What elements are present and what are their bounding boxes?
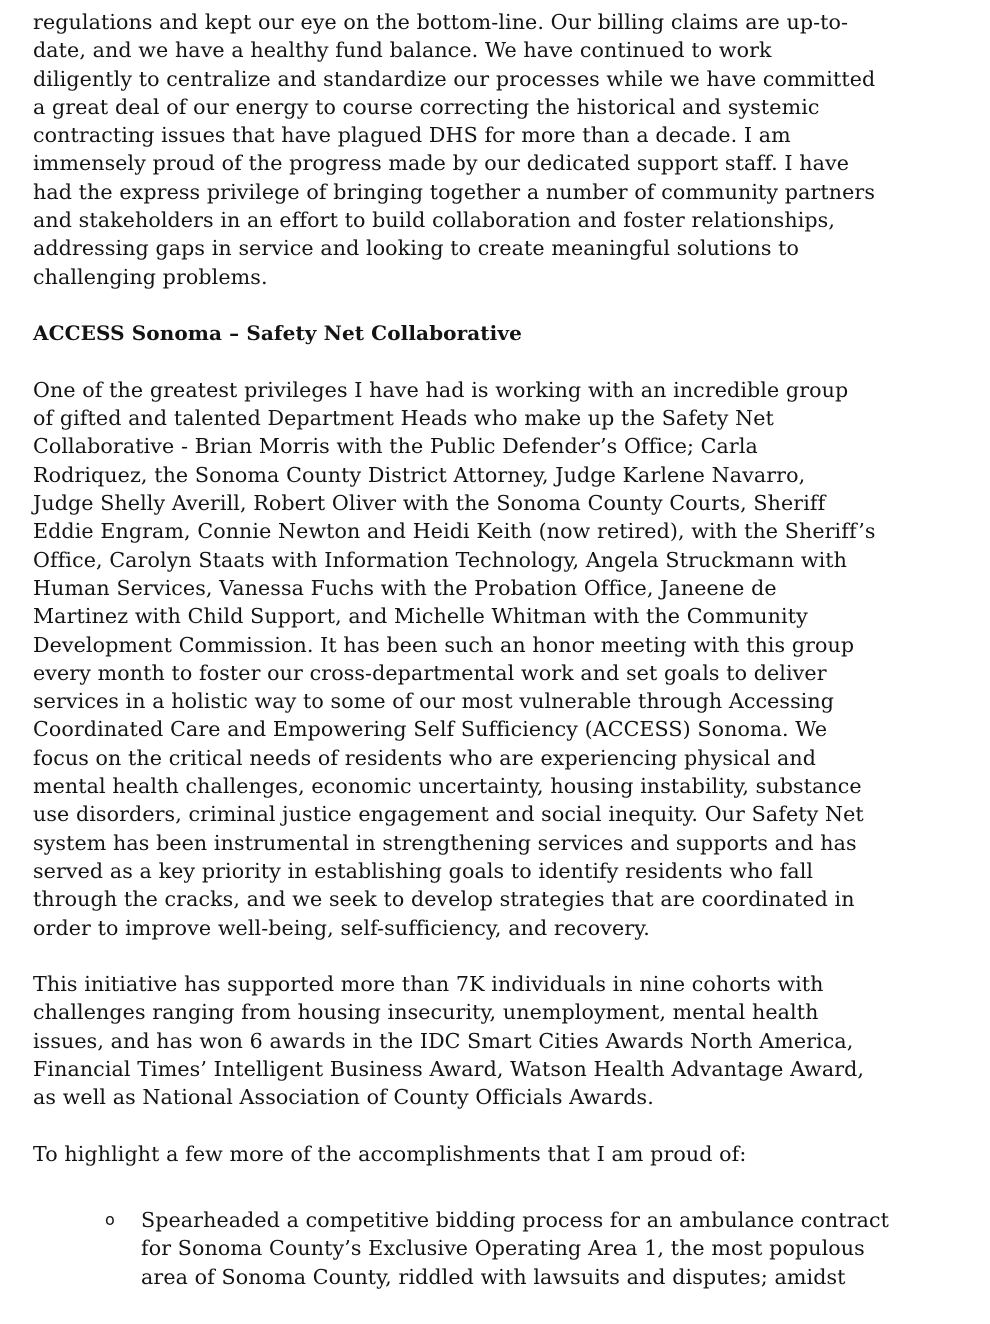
paragraph-spacer (33, 348, 973, 376)
text-line: area of Sonoma County, riddled with lawsuits and disputes; amidst (141, 1264, 846, 1289)
text-line: addressing gaps in service and looking to create meaningful solutions to (33, 236, 800, 261)
paragraph-spacer (33, 1168, 973, 1206)
text-line: Office, Carolyn Staats with Information Technology, Angela Struckmann with (33, 547, 847, 572)
text-line: This initiative has supported more than 7K individuals in nine cohorts with (33, 972, 824, 997)
text-line: Coordinated Care and Empowering Self Sufficiency (ACCESS) Sonoma. We (33, 717, 828, 742)
text-line: Collaborative - Brian Morris with the Public Defender’s Office; Carla (33, 434, 758, 459)
text-line: Martinez with Child Support, and Michelle Whitman with the Community (33, 604, 808, 629)
text-line: challenging problems. (33, 264, 268, 289)
text-line: had the express privilege of bringing together a number of community partners (33, 179, 876, 204)
text-line: Rodriquez, the Sonoma County District Attorney, Judge Karlene Navarro, (33, 462, 806, 487)
list-item (33, 1206, 973, 1291)
text-line: Financial Times’ Intelligent Business Award, Watson Health Advantage Award, (33, 1056, 865, 1081)
bullet-marker: o (105, 1210, 115, 1230)
text-line: mental health challenges, economic uncertainty, housing instability, substance (33, 774, 862, 799)
text-line: Eddie Engram, Connie Newton and Heidi Keith (now retired), with the Sheriff’s (33, 519, 876, 544)
text-line: immensely proud of the progress made by our dedicated support staff. I have (33, 151, 850, 176)
text-line: Judge Shelly Averill, Robert Oliver with the Sonoma County Courts, Sheriff (33, 491, 826, 516)
text-line: of gifted and talented Department Heads who make up the Safety Net (33, 406, 774, 431)
paragraph-spacer (33, 291, 973, 319)
text-line: challenges ranging from housing insecurity, unemployment, mental health (33, 1000, 819, 1025)
text-line: diligently to centralize and standardize our processes while we have committed (33, 66, 876, 91)
text-line: Development Commission. It has been such an honor meeting with this group (33, 632, 855, 657)
text-line: issues, and has won 6 awards in the IDC Smart Cities Awards North America, (33, 1028, 854, 1053)
highlight-intro: To highlight a few more of the accomplishments that I am proud of: (33, 1141, 747, 1166)
section-heading: ACCESS Sonoma – Safety Net Collaborative (33, 321, 522, 346)
text-line: One of the greatest privileges I have had is working with an incredible group (33, 377, 849, 402)
document-page (33, 8, 973, 1291)
paragraph-spacer (33, 1112, 973, 1140)
text-line: regulations and kept our eye on the bottom-line. Our billing claims are up-to- (33, 10, 849, 34)
text-line: as well as National Association of County Officials Awards. (33, 1085, 654, 1110)
text-line: use disorders, criminal justice engagement and social inequity. Our Safety Net (33, 802, 864, 827)
text-line: Human Services, Vanessa Fuchs with the Probation Office, Janeene de (33, 575, 777, 600)
text-line: services in a holistic way to some of our most vulnerable through Accessing (33, 689, 835, 714)
text-line: order to improve well-being, self-sufficiency, and recovery. (33, 915, 650, 940)
initiative-paragraph (33, 970, 973, 1111)
text-line: Spearheaded a competitive bidding process for an ambulance contract (141, 1208, 889, 1233)
text-line: every month to foster our cross-departmental work and set goals to deliver (33, 660, 827, 685)
text-line: contracting issues that have plagued DHS for more than a decade. I am (33, 123, 791, 148)
text-line: date, and we have a healthy fund balance. We have continued to work (33, 38, 772, 63)
text-line: and stakeholders in an effort to build collaboration and foster relationships, (33, 208, 835, 233)
text-line: focus on the critical needs of residents who are experiencing physical and (33, 745, 817, 770)
collaborative-paragraph (33, 376, 973, 942)
text-line: system has been instrumental in strengthening services and supports and has (33, 830, 857, 855)
text-line: served as a key priority in establishing goals to identify residents who fall (33, 858, 814, 883)
text-line: a great deal of our energy to course correcting the historical and systemic (33, 94, 820, 119)
accomplishments-list (33, 1206, 973, 1291)
paragraph-spacer (33, 942, 973, 970)
text-line: through the cracks, and we seek to develop strategies that are coordinated in (33, 887, 855, 912)
intro-paragraph (33, 8, 973, 291)
text-line: for Sonoma County’s Exclusive Operating Area 1, the most populous (141, 1236, 865, 1261)
